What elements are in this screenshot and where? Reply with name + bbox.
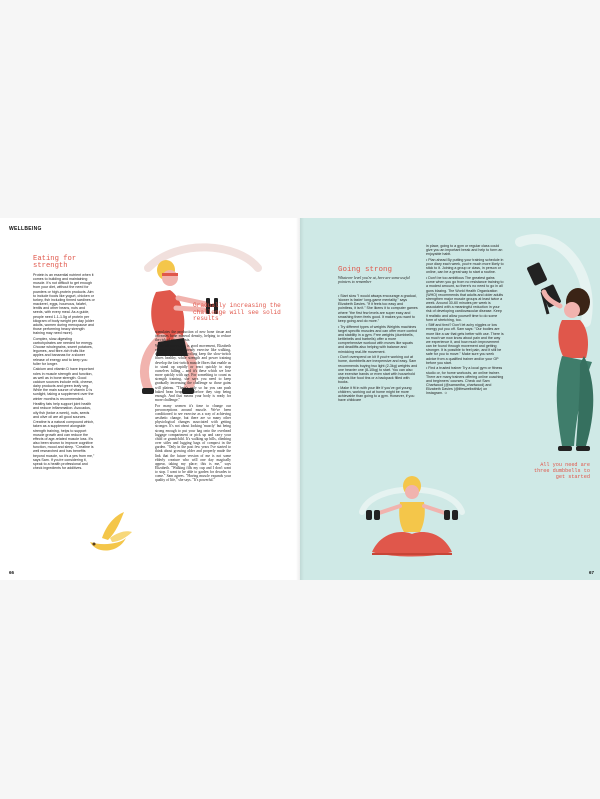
eating-for-strength-heading: Eating for strength xyxy=(33,255,77,271)
seated-woman-illustration xyxy=(352,472,472,567)
left-pull-quote: Gradually increasing the challenge will see solid results xyxy=(193,302,281,323)
sidebar-paragraph: Creatine is a natural compound which, taken as a supplement alongside strength training, helps to support muscle growth and can reduce the effects of age-related muscle loss. It's also been shown to improve cognitive function, mood and sleep. "Creatine is well researched and has benefits beyond muscle, so it's a yes from me," says Sam. If you're considering it, speak to a health professional and check ingredients for additives. xyxy=(33,420,95,471)
right-page xyxy=(300,218,600,580)
left-body-column xyxy=(155,330,231,483)
body-paragraph: For many women it's time to change our preconceptions around muscle. We've been conditioned to see exercise as a way of achieving aesthetic change, but there are so many other physiological changes associated with getting stronger. It's not about looking 'muscly' but being strong enough to put your bag onto the overhead luggage compartment or pick up and carry your child or grandchild. It's walking up hills, climbing over stiles and lugging bags of compost in the garden. "Only in the past few years I've started to think about growing older and properly made the link that the future version of me is not some elderly creature who will one day magically appear, taking my place; this is me," says Elizabeth. "Walking fills my cup and I don't want to stop. I want to be able to garden for decades to come." Sam agrees. "Having muscle expands your quality of life," she says. "It's powerful." xyxy=(155,403,231,483)
tip-paragraph: • Try different types of weights Weights machines target specific muscles and can offer more control and stability in a gym. Free weights (dumbbells, kettlebells and barbells) offer a more comprehensive workout with moves like squats and deadlifts also helping with balance and mimicking real-life movement. xyxy=(338,324,418,354)
sidebar-paragraph: Calcium and vitamin D have important roles in muscle strength and function, as well as in bone strength. Good calcium sources include milk, cheese, dairy products and green leafy veg. While the main source of vitamin D is sunlight, taking a supplement over the winter months is recommended. xyxy=(33,367,94,401)
left-page xyxy=(0,218,300,580)
section-label: WELLBEING xyxy=(9,226,42,232)
tip-paragraph: • Don't overspend on kit If you're working out at home, dumbbells are inexpensive and easy. Sam recommends buying two light (2-3kg) weights and one heavier one (8-10kg) to start. You can also use exercise bands or even start with household objects like food tins or a backpack filled with books. xyxy=(338,355,418,385)
tips-column-1 xyxy=(338,294,418,404)
body-paragraph: While all movement is good movement, Elizabeth explains that long, steady exercise like walking, distance running or cycling keep the slow-twitch fibres healthy, while strength and power training develop the fast-twitch muscle fibres that enable us to stand up rapidly or react quickly to stop ourselves falling – and it's these which we lose more quickly with age. For something to count as strength training, she says you need to keep gradually increasing the challenge so those gains will plateau. "There's only so far you can push baked bean heap curls before they stop being enough. And that means your body is ready for more challenge." xyxy=(155,343,231,402)
tip-paragraph: • Make it fit in with your life If you've got young children, working out at home might be more achievable than going to a gym. However, if you have childcare xyxy=(338,385,415,403)
tip-paragraph: in place, going to a gym or regular class could give you an important break and help to form an enjoyable habit. xyxy=(426,244,503,257)
tip-paragraph: • Stiff and tired? Don't let achy niggles or low energy put you off. Sam says: "Our bodies are more like a car that gets better with use. There is so much we now know about pain and the way we experience it, and how much improvement can be found through movement and getting stronger. It is possible to feel pain, and it still be safe for you to move." Make sure you seek advice from a qualified trainer and/or your GP before you start. xyxy=(426,323,504,365)
right-pull-quote: All you need are three dumbbells to get started xyxy=(533,462,590,480)
bananas-illustration xyxy=(84,508,134,558)
going-strong-heading: Going strong xyxy=(338,266,393,274)
sidebar-paragraph: Protein is an essential nutrient when it comes to building and maintaining muscle. It's not difficult to get enough from your diet, without the need for powders or high-protein products. Aim to include foods like yogurt, chicken or turkey, fish including tinned sardines or mackerel, eggs, houmous, falafel, lentils and other beans, nuts and seeds, with every meal. As a guide, people need 1.1-1.5g of protein per kilogram of body weight per day (older adults, women during menopause and those performing heavy strength training may need more). xyxy=(33,273,95,336)
tip-paragraph: • Plan ahead By putting your training schedule in your diary each week, you're much more likely to stick to it. Joining a group or class, in person or online, can be a great way to start a routine. xyxy=(426,257,504,275)
page-gutter xyxy=(296,218,304,580)
tip-paragraph: • Start slow "I would always encourage a gradual, 'slower is faster' long-game mentality," says Elizabeth Davies. "If it feels too easy and pointless, it isn't." She likens it to computer games where "the first few levels are super easy and smashing them feels good. It makes you want to keep going and do more." xyxy=(338,294,418,323)
magazine-spread xyxy=(0,218,600,580)
tip-paragraph: • Don't be too ambitious The greatest gains come when you go from no resistance training to a modest amount, so there's no need to go in all guns blazing. The World Health Organization (WHO) recommends that adults and older adults strengthen major muscle groups at least twice a week. Around 30-60 minutes per week is associated with a meaningful reduction in your risk of developing cardiovascular disease. Keep it realistic and allow yourself time to do some form of stretching, too. xyxy=(426,276,504,322)
overhead-press-woman-illustration xyxy=(500,232,600,462)
body-paragraph: stimulates the production of new bone tissue and increases bone mineral density, helping to reduce the risk of osteoporosis. xyxy=(155,330,231,343)
tip-paragraph: • Find a trusted trainer Try a local gym or fitness studio or, for home workouts, an online trainer. There are many trainers offering online coaching and beginners' courses. Check out Sam Charlwood (@samantha_charlwood) and Elizabeth Davies (@lifeswellwithliz) on Instagram. ☺ xyxy=(426,366,504,396)
standfirst: Whatever level you're at, here are some useful pointers to remember xyxy=(338,276,410,285)
page-number-right: 67 xyxy=(588,570,594,575)
page-number-left: 66 xyxy=(9,570,15,575)
sidebar-paragraph: Complex, slow-digesting carbohydrates are needed for energy. Choose wholegrains, sweet potatoes, legumes, and fibre-rich fruits like apples and bananas for a slower release of energy and to keep you fuller for longer. xyxy=(33,336,93,366)
nutrition-sidebar xyxy=(33,273,95,472)
sidebar-paragraph: Healthy fats help support joint health and reduce inflammation. Avocados, oily fish (twice a week), nuts, seeds and olive oil are all good sources. xyxy=(33,402,92,419)
tips-column-2 xyxy=(426,244,504,397)
